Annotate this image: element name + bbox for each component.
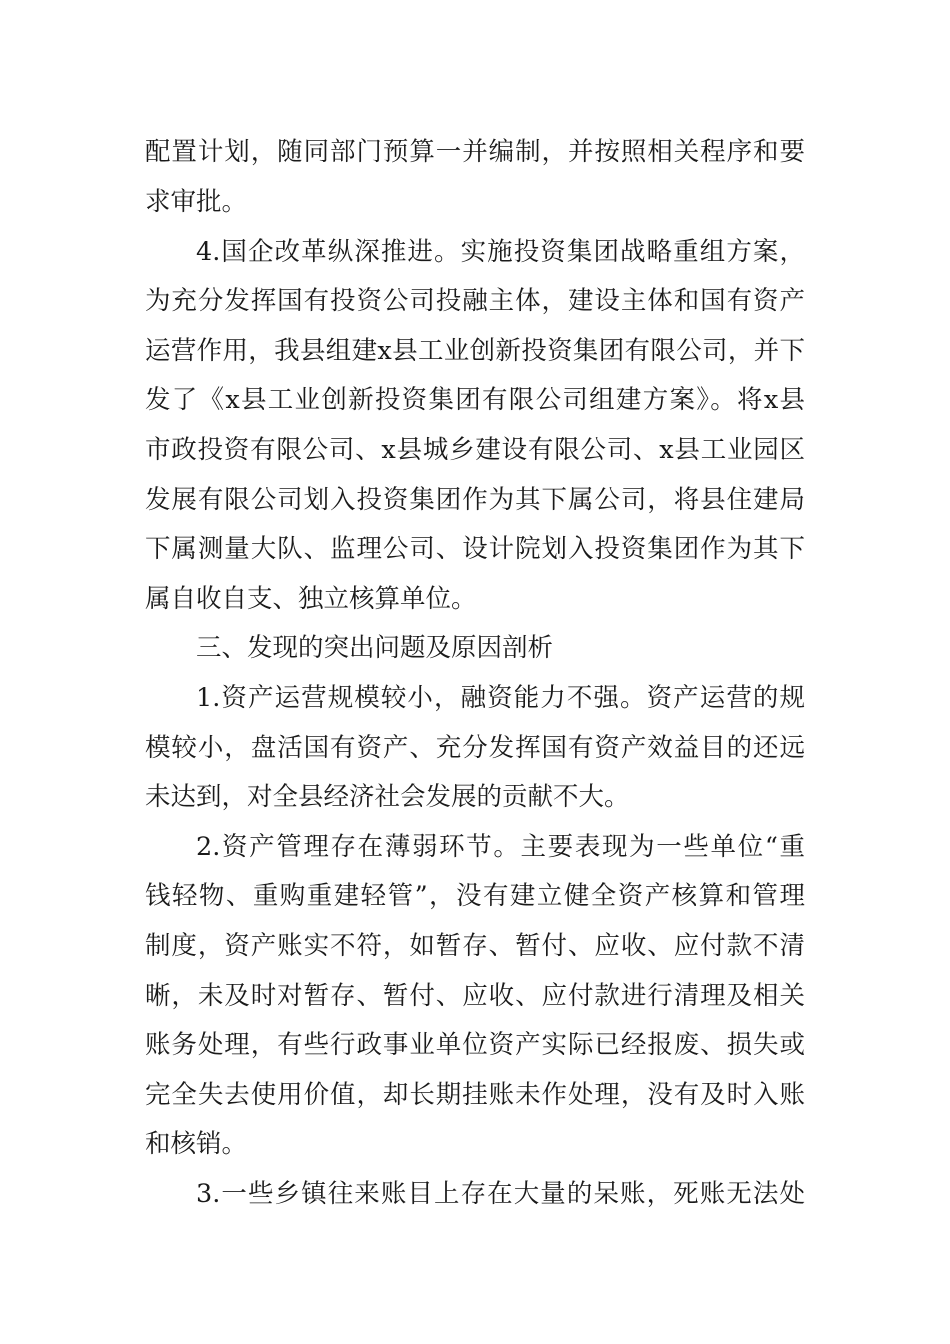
paragraph-heading-line: 3.一些乡镇往来账目上存在大量的呆账，死账无法处 [196,1179,805,1209]
body-text-line: 账务处理，有些行政事业单位资产实际已经报废、损失或 [145,1030,805,1060]
paragraph-heading-line: 4.国企改革纵深推进。实施投资集团战略重组方案， [196,237,805,267]
paragraph-heading-line: 2.资产管理存在薄弱环节。主要表现为一些单位“重 [196,832,805,862]
body-text-line: 钱轻物、重购重建轻管”，没有建立健全资产核算和管理 [145,881,805,911]
body-text-line: 未达到，对全县经济社会发展的贡献不大。 [145,782,630,812]
body-text-line: 配置计划，随同部门预算一并编制，并按照相关程序和要 [145,137,805,167]
body-text-line: 求审批。 [145,187,248,217]
body-text-line: 下属测量大队、监理公司、设计院划入投资集团作为其下 [145,534,805,564]
body-text-line: 市政投资有限公司、x县城乡建设有限公司、x县工业园区 [145,435,805,465]
body-text-line: 模较小，盘活国有资产、充分发挥国有资产效益目的还远 [145,733,805,763]
body-text-line: 晰，未及时对暂存、暂付、应收、应付款进行清理及相关 [145,981,805,1011]
body-text-line: 和核销。 [145,1129,248,1159]
body-text-line: 发展有限公司划入投资集团作为其下属公司，将县住建局 [145,485,805,515]
body-text-line: 发了《x县工业创新投资集团有限公司组建方案》。将x县 [145,385,805,415]
paragraph-heading-line: 1.资产运营规模较小，融资能力不强。资产运营的规 [196,683,805,713]
body-text-line: 制度，资产账实不符，如暂存、暂付、应收、应付款不清 [145,931,805,961]
body-text-line: 完全失去使用价值，却长期挂账未作处理，没有及时入账 [145,1080,805,1110]
section-heading: 三、发现的突出问题及原因剖析 [196,633,554,663]
body-text-line: 为充分发挥国有投资公司投融主体，建设主体和国有资产 [145,286,805,316]
body-text-line: 属自收自支、独立核算单位。 [145,584,477,614]
body-text-line: 运营作用，我县组建x县工业创新投资集团有限公司，并下 [145,336,805,366]
